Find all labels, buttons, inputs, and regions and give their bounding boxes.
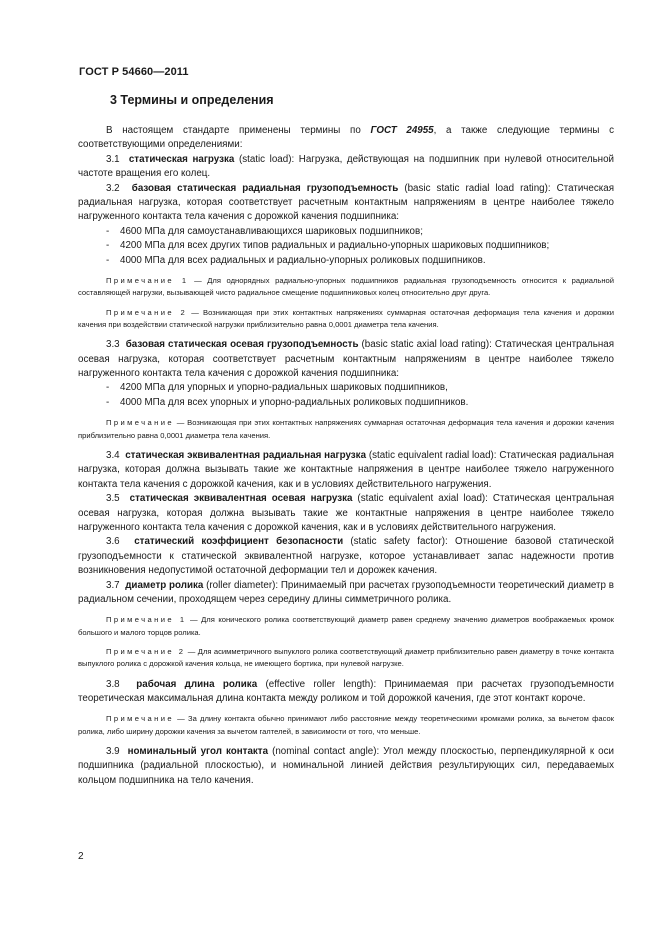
term-number: 3.9 xyxy=(106,745,120,757)
term-name: диаметр ролика xyxy=(125,579,204,591)
page-number: 2 xyxy=(78,851,84,862)
term-number: 3.5 xyxy=(106,493,120,505)
list-item-text: 4000 МПа для всех упорных и упорно-радиальных роликовых подшипников. xyxy=(120,396,469,408)
note-label: Примечание 1 xyxy=(106,276,189,286)
term-3-2 xyxy=(78,182,614,225)
list-item: - 4200 МПа для упорных и упорно-радиальных шариковых подшипников, xyxy=(106,382,448,394)
list-item: - 4200 МПа для всех других типов радиальных и радиально-упорных шариковых подшипников; xyxy=(106,240,550,252)
term-name: статическая эквивалентная осевая нагрузка xyxy=(129,493,353,505)
note xyxy=(78,417,614,442)
list-item: - 4000 МПа для всех упорных и упорно-радиальных роликовых подшипников. xyxy=(106,396,469,408)
list-item-text: 4200 МПа для всех других типов радиальных и радиально-упорных шариковых подшипников; xyxy=(120,240,550,252)
note xyxy=(78,275,614,300)
term-name: статическая эквивалентная радиальная нагрузка xyxy=(125,449,367,461)
note-label: Примечание xyxy=(106,418,174,428)
note xyxy=(78,646,614,671)
document-header: ГОСТ Р 54660—2011 xyxy=(79,66,189,78)
term-3-9 xyxy=(78,745,614,788)
term-definition: (static load): Нагрузка, действующая на подшипник при нулевой относительной частоте вращения его колец. xyxy=(78,153,615,180)
term-definition: (static safety factor): Отношение базовой статической грузоподъемности к статической эквивалентной нагрузке, которое устанавливает запас надежности против возникновения недопустимой остаточной деформации тел и дорожек качения. xyxy=(78,536,615,577)
term-name: статический коэффициент безопасности xyxy=(134,536,344,548)
term-3-4 xyxy=(78,449,614,492)
note-label: Примечание 2 xyxy=(106,307,188,317)
term-3-7 xyxy=(78,579,614,608)
term-number: 3.1 xyxy=(106,153,120,165)
note-text: — За длину контакта обычно принимают либо расстояние между теоретическими кромками ролика, за вычетом фасок ролика, либо ширину дорожки качения за вычетом галтелей, в зависимости от того, что меньше. xyxy=(78,714,614,736)
note-text: — Для конического ролика соответствующий диаметр равен среднему значению диаметров воображаемых кромок большого и малого торцов ролика. xyxy=(78,615,614,637)
document-body xyxy=(78,124,614,788)
term-definition: (static equivalent radial load): Статическая радиальная нагрузка, которая должна вызывать такие же контактные напряжения в центре наиболее тяжело нагруженного контакта тела качения с дорожкой качения, как и в условиях действительного нагружения. xyxy=(78,449,614,490)
intro-paragraph xyxy=(78,124,614,153)
term-3-8 xyxy=(78,678,614,707)
list-item: - 4000 МПа для всех радиальных и радиально-упорных роликовых подшипников. xyxy=(106,254,486,266)
term-number: 3.3 xyxy=(106,339,120,351)
term-number: 3.4 xyxy=(106,449,120,461)
note-text: — Для асимметричного выпуклого ролика соответствующий диаметр приблизительно равен диаметру в точке контакта выпуклого ролика с дорожкой качения кольца, не имеющего бортика, при нулевой нагрузке. xyxy=(78,646,614,669)
term-name: базовая статическая осевая грузоподъемность xyxy=(125,339,359,351)
term-number: 3.6 xyxy=(106,536,120,548)
note-label: Примечание 1 xyxy=(106,615,187,625)
list-item-text: 4200 МПа для упорных и упорно-радиальных шариковых подшипников, xyxy=(120,382,448,394)
term-3-3 xyxy=(78,338,614,381)
note-text: — Возникающая при этих контактных напряжениях суммарная остаточная деформация тела качения и дорожки качения при воздействии статической нагрузки приблизительно равна 0,0001 диаметра тела качения. xyxy=(78,307,614,329)
section-title: 3 Термины и определения xyxy=(110,93,274,107)
list-item: - 4600 МПа для самоустанавливающихся шариковых подшипников; xyxy=(106,225,423,237)
note-text: — Возникающая при этих контактных напряжениях суммарная остаточная деформация тела качения и дорожки качения приблизительно равна 0,0001 диаметра тела качения. xyxy=(78,418,614,440)
term-3-5 xyxy=(78,492,614,535)
list-item-text: 4000 МПа для всех радиальных и радиально-упорных роликовых подшипников. xyxy=(120,254,486,266)
standard-reference-link: ГОСТ 24955 xyxy=(370,125,434,136)
note xyxy=(78,307,614,332)
term-definition: (basic static axial load rating): Статическая центральная осевая нагрузка, которая соответствует расчетным контактным напряжениям в центре наиболее тяжело нагруженного контакта тела качения с дорожкой качения подшипника: xyxy=(78,339,615,380)
term-definition: (basic static radial load rating): Статическая радиальная нагрузка, которая соответствует расчетным контактным напряжениям в центре наиболее тяжело нагруженного контакта тела качения с дорожкой качения подшипника: xyxy=(78,182,615,223)
note-text: — Для однорядных радиально-упорных подшипников радиальная грузоподъемность относится к радиальной составляющей нагрузки, вызывающей чисто радиальное смещение подшипниковых колец относительно друг друга. xyxy=(78,276,614,298)
term-name: базовая статическая радиальная грузоподъемность xyxy=(131,182,399,194)
term-name: статическая нагрузка xyxy=(128,153,235,165)
term-definition: (roller diameter): Принимаемый при расчетах грузоподъемности теоретический диаметр в радиальном сечении, проходящем через середину длины симметричного ролика. xyxy=(78,579,614,605)
note-label: Примечание xyxy=(106,714,174,724)
list-item-text: 4600 МПа для самоустанавливающихся шариковых подшипников; xyxy=(120,225,423,237)
note xyxy=(78,713,614,738)
term-name: номинальный угол контакта xyxy=(127,745,269,757)
term-name: рабочая длина ролика xyxy=(136,678,258,690)
term-number: 3.2 xyxy=(106,182,120,194)
term-definition: (effective roller length): Принимаемая при расчетах грузоподъемности теоретическая максимальная длина контакта между роликом и той дорожкой качения, где этот контакт короче. xyxy=(78,678,614,704)
note-label: Примечание 2 xyxy=(106,646,186,656)
term-number: 3.8 xyxy=(106,678,120,690)
intro-text-end: , а также следующие термины с соответствующими определениями: xyxy=(78,125,614,151)
term-3-6 xyxy=(78,535,614,578)
term-definition: (nominal contact angle): Угол между плоскостью, перпендикулярной к оси подшипника (радиальной плоскостью), и номинальной линией действия результирующих сил, передаваемых кольцом подшипника на тело качения. xyxy=(78,745,614,786)
term-definition: (static equivalent axial load): Статическая центральная осевая нагрузка, которая должна вызывать такие же контактные напряжения в центре наиболее тяжело нагруженного контакта тела качения с дорожкой качения, как и в условиях действительного нагружения. xyxy=(78,493,615,533)
term-number: 3.7 xyxy=(106,579,120,591)
note xyxy=(78,614,614,639)
intro-text: В настоящем стандарте применены термины по xyxy=(106,125,371,136)
term-3-1 xyxy=(78,153,614,182)
